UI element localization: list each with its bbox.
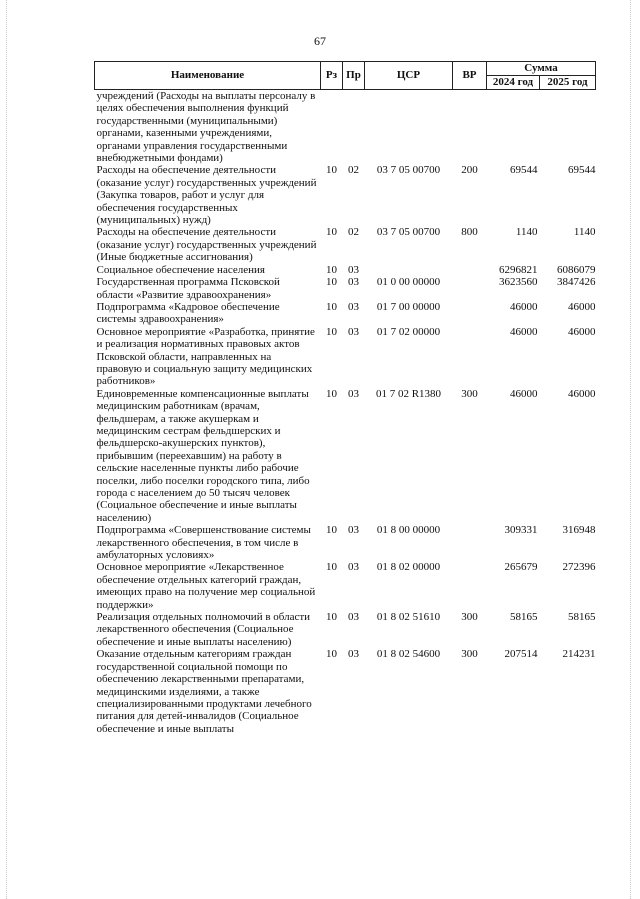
row-pr: 03 (348, 561, 359, 574)
row-sum-2025: 316948 (562, 524, 596, 537)
header-csr: ЦСР (365, 62, 453, 90)
row-csr: 01 8 02 54600 (376, 648, 441, 661)
row-vr: 300 (461, 611, 478, 624)
header-name: Наименование (95, 62, 321, 90)
row-vr (453, 524, 487, 561)
row-csr (365, 90, 453, 165)
table-row (95, 326, 596, 388)
table-row (95, 611, 596, 648)
row-rz: 10 (326, 387, 337, 400)
row-sum-2025: 46000 (568, 325, 596, 338)
table-body (95, 90, 596, 736)
row-pr: 03 (348, 325, 359, 338)
table-row (95, 301, 596, 326)
row-pr: 03 (348, 300, 359, 313)
row-sum-2025: 58165 (568, 611, 596, 624)
row-name: Основное мероприятие «Лекарственное обеспечение отдельных категорий граждан, имеющих право на получение мер социальной поддержки» (96, 561, 316, 611)
row-pr: 02 (348, 164, 359, 177)
row-rz: 10 (326, 561, 337, 574)
table-row (95, 648, 596, 735)
row-sum-2024: 1140 (515, 226, 538, 239)
row-name: Расходы на обеспечение деятельности (оказание услуг) государственных учреждений (Иные бюджетные ассигнования) (96, 226, 317, 264)
row-name: учреждений (Расходы на выплаты персоналу в целях обеспечения выполнения функций государственными (муниципальными) органами, казенными учреждениями, органами управления государственными внебюджетными фондами) (96, 90, 316, 165)
row-rz: 10 (326, 300, 337, 313)
row-sum-2024: 6296821 (499, 263, 538, 276)
row-sum-2024: 69544 (510, 164, 538, 177)
row-vr: 300 (461, 387, 478, 400)
row-sum-2025: 46000 (568, 387, 596, 400)
row-name: Реализация отдельных полномочий в области лекарственного обеспечения (Социальное обеспечение и иные выплаты населению) (96, 611, 311, 648)
header-sum: Сумма (487, 62, 596, 76)
row-sum-2025: 69544 (568, 164, 596, 177)
row-vr (453, 301, 487, 326)
row-sum-2024: 207514 (504, 648, 538, 661)
row-vr (453, 561, 487, 611)
row-csr (365, 264, 453, 276)
row-sum-2024: 265679 (504, 561, 538, 574)
row-sum-2025: 1140 (573, 226, 596, 239)
row-sum-2024: 309331 (504, 524, 538, 537)
row-vr (453, 276, 487, 301)
row-rz: 10 (326, 611, 337, 624)
row-rz: 10 (326, 276, 337, 289)
row-sum-2024: 46000 (510, 300, 538, 313)
row-vr (453, 264, 487, 276)
row-rz: 10 (326, 263, 337, 276)
row-sum-2025: 46000 (568, 300, 596, 313)
row-vr (453, 90, 487, 165)
table-row (95, 524, 596, 561)
row-sum-2025: 3847426 (557, 276, 596, 289)
row-csr: 01 8 02 00000 (376, 561, 441, 574)
right-scan-border (630, 0, 632, 899)
row-sum-2024: 58165 (510, 611, 538, 624)
table-row (95, 276, 596, 301)
row-rz: 10 (326, 164, 337, 177)
left-scan-border (6, 0, 8, 899)
row-sum-2025 (540, 90, 596, 165)
row-vr: 800 (461, 226, 478, 239)
row-csr: 01 7 02 R1380 (375, 387, 442, 400)
row-pr: 03 (348, 387, 359, 400)
row-csr: 03 7 05 00700 (376, 226, 441, 239)
row-csr: 01 0 00 00000 (376, 276, 441, 289)
header-year-2024: 2024 год (487, 76, 540, 90)
row-name: Оказание отдельным категориям граждан государственной социальной помощи по обеспечению лекарственными препаратами, медицинскими изделиями, а также специализированными продуктами лечебного питания для детей-инвалидов (Социальное обеспечение и иные выплаты (96, 648, 312, 735)
row-rz: 10 (326, 325, 337, 338)
row-csr: 01 8 00 00000 (376, 524, 441, 537)
header-year-2025: 2025 год (540, 76, 596, 90)
row-csr: 03 7 05 00700 (376, 164, 441, 177)
row-sum-2024: 3623560 (499, 276, 538, 289)
row-csr: 01 7 00 00000 (376, 300, 441, 313)
row-sum-2024: 46000 (510, 387, 538, 400)
row-sum-2024: 46000 (510, 325, 538, 338)
row-name: Подпрограмма «Совершенствование системы лекарственного обеспечения, в том числе в амбулаторных условиях» (96, 524, 311, 562)
row-name: Расходы на обеспечение деятельности (оказание услуг) государственных учреждений (Закупка товаров, работ и услуг для обеспечения государственных (муниципальных) нужд) (96, 164, 317, 227)
row-sum-2025: 214231 (562, 648, 596, 661)
row-csr: 01 8 02 51610 (376, 611, 441, 624)
row-pr: 03 (348, 263, 359, 276)
row-name: Социальное обеспечение населения (96, 263, 265, 276)
row-rz (321, 90, 343, 165)
header-pr: Пр (343, 62, 365, 90)
header-vr: ВР (453, 62, 487, 90)
row-name: Единовременные компенсационные выплаты медицинским работникам (врачам, фельдшерам, а также акушеркам и медицинским сестрам фельдшерских и фельдшерско-акушерских пунктов), прибывшим (переехавшим) на работу в сельские населенные пункты либо рабочие поселки, либо поселки городского типа, либо города с населением до 50 тысяч человек (Социальное обеспечение и иные выплаты населению) (96, 387, 310, 524)
row-vr: 300 (461, 648, 478, 661)
row-pr: 03 (348, 611, 359, 624)
row-pr (343, 90, 365, 165)
row-rz: 10 (326, 524, 337, 537)
table-row (95, 164, 596, 226)
table-header (95, 62, 596, 90)
row-pr: 03 (348, 648, 359, 661)
row-sum-2024 (487, 90, 540, 165)
budget-table (94, 61, 596, 735)
row-pr: 03 (348, 524, 359, 537)
row-rz: 10 (326, 648, 337, 661)
table-row (95, 264, 596, 276)
row-pr: 03 (348, 276, 359, 289)
row-rz: 10 (326, 226, 337, 239)
table-row (95, 561, 596, 611)
table-row (95, 226, 596, 263)
row-sum-2025: 6086079 (557, 263, 596, 276)
page-number: 67 (314, 34, 326, 48)
row-name: Государственная программа Псковской области «Развитие здравоохранения» (96, 276, 280, 301)
row-name: Основное мероприятие «Разработка, принятие и реализация нормативных правовых актов Псковской области, направленных на правовую и социальную защиту медицинских работников» (96, 325, 315, 388)
row-sum-2025: 272396 (562, 561, 596, 574)
row-csr: 01 7 02 00000 (376, 325, 441, 338)
row-vr: 200 (461, 164, 478, 177)
table-row (95, 388, 596, 524)
table-row (95, 90, 596, 165)
row-vr (453, 326, 487, 388)
row-pr: 02 (348, 226, 359, 239)
row-name: Подпрограмма «Кадровое обеспечение системы здравоохранения» (96, 300, 280, 326)
header-rz: Рз (321, 62, 343, 90)
